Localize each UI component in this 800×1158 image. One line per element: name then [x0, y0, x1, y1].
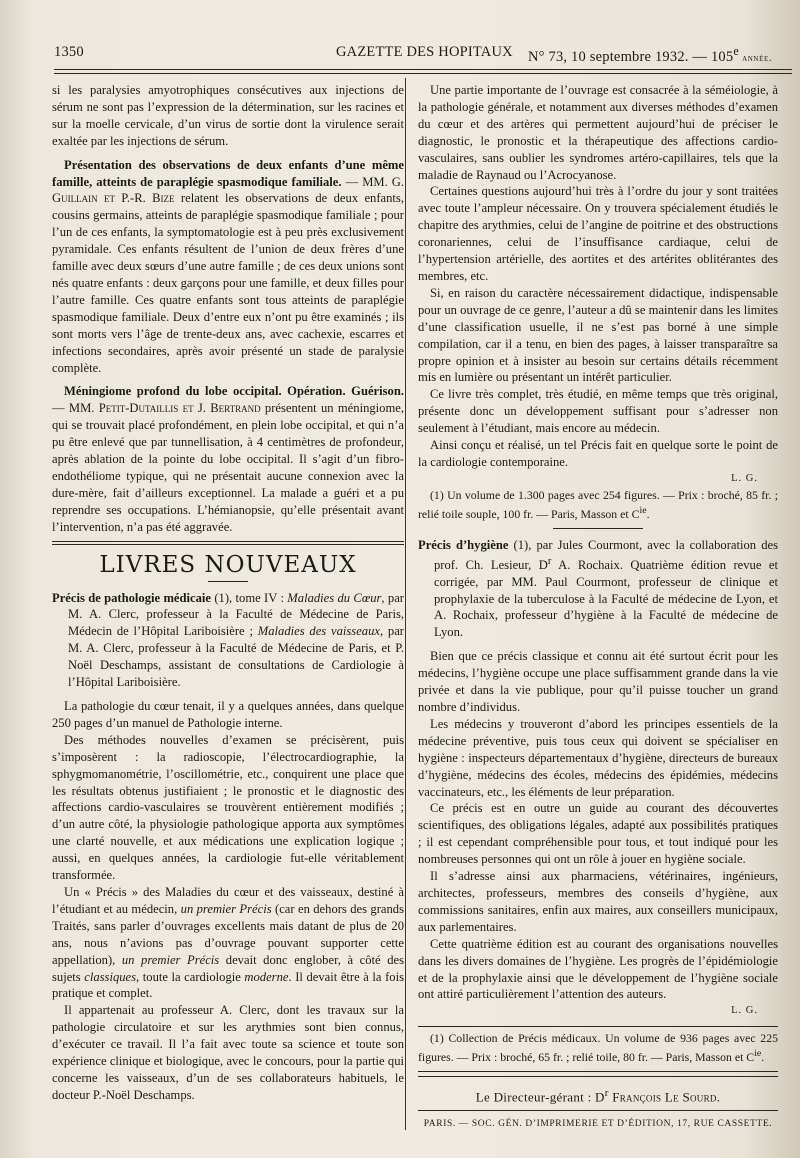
italic-run: moderne [244, 969, 289, 984]
footnote-end: . [761, 1050, 765, 1065]
footnote-end: . [646, 506, 650, 521]
paragraph [52, 884, 404, 1002]
paragraph: Les médecins y trouveront d’abord les principes essentiels de la médecine préventive, puis tous ceux qui doivent se spécialiser en hygiène : inspecteurs départementaux d’hygiène, directeurs de bureaux d’hygiène, médecins des écoles, médecins des épidémies, médecins vaccinateurs, etc., les éléments de leur préparation. [418, 716, 778, 799]
paragraph: Une partie importante de l’ouvrage est consacrée à la séméiologie, à la pathologie générale, et notamment aux diverses méthodes d’examen du cœur et des artères qui permettent aujourd’hui de préciser le diagnostic, le pronostic et la thérapeutique des affections cardio-vasculaires, sans oublier les syndromes artéro-capillaires, tels que la maladie de Raynaud ou l’Acrocyanose. [418, 83, 778, 182]
meningioma-authors: — MM. Petit-Dutaillis et J. Bertrand [52, 401, 261, 416]
book-intro: (1), par Jules Courmont, avec la collaboration des prof. Ch. Lesieur, D [434, 537, 778, 572]
footnote-text: (1) Un volume de 1.300 pages avec 254 figures. — Prix : broché, 85 fr. ; relié toile souple, 100 fr. — Paris, Masson et C [418, 487, 778, 521]
director-label: Le Directeur-gérant : D [475, 1089, 605, 1105]
book-entry [52, 590, 404, 691]
footnote [418, 1031, 778, 1065]
footnote [418, 488, 778, 522]
issue-sup: e [733, 44, 739, 58]
paragraph: Bien que ce précis classique et connu ait été surtout écrit pour les médecins, l’hygiène occupe une place suffisamment grande dans la vie privée et dans la vie publique, pour qu’il puisse toucher un grand nombre d’individus. [418, 649, 778, 715]
text-run: Un « Précis » des Maladies du cœur et des vaisseaux, destiné à l’étudiant et au médecin, [52, 884, 404, 916]
book-authors-2: , par M. A. Clerc, professeur à la Faculté de Médecine de Paris, et P. Noël Deschamps, assistant de consultations de Cardiologie à l’Hôpital Lariboisière. [68, 624, 404, 690]
journal-title: GAZETTE DES HOPITAUX [336, 44, 513, 60]
issue-text: N° 73, 10 septembre 1932. — 105 [528, 48, 734, 65]
director-rule-thick [418, 1076, 778, 1077]
book-subtitle-heart: Maladies du Cœur [287, 590, 382, 605]
italic-run: un premier Précis [121, 952, 220, 967]
footnote-text: (1) Collection de Précis médicaux. Un volume de 936 pages avec 225 figures. — Prix : broché, 65 fr. ; relié toile, 80 fr. — Paris, Masson et C [418, 1031, 778, 1065]
printer-rule [418, 1110, 778, 1111]
book-rest: A. Rochaix. Quatrième édition revue et corrigée, par MM. Paul Courmont, professeur de clinique et prophylaxie de la tuberculose à la Faculté de médecine de Lyon, et A. Rochaix, professeur d’hygiène à la Faculté de médecine de Lyon. [434, 557, 778, 640]
book-sup: r [547, 555, 552, 567]
book-note: (1), tome IV : [211, 590, 288, 605]
paragraph: Des méthodes nouvelles d’examen se précisèrent, puis s’imposèrent : la radioscopie, l’électrocardiographie, la sphygmomanométrie, l’oscillométrie, etc., conquirent une place que les résultats obtenus justifiaient ; le pronostic et le diagnostic des affections cardio-vasculaires se trouvèrent entièrement modifiés ; d’un autre côté, la physiologie pathologique apporta aux symptômes une clarté nouvelle, et aux médications une explication logique ; aussi, en quelques années, la cardiologie fut-elle véritablement transformée. [52, 732, 404, 883]
paragraph: si les paralysies amyotrophiques consécutives aux injections de sérum ne sont pas l’expression de la détermination, sur les racines et sur la moelle cervicale, d’un virus de sortie dont la virulence serait exaltée par les injections de sérum. [52, 83, 404, 148]
title-rule [208, 581, 248, 582]
italic-run: classiques [84, 969, 137, 984]
meningioma-title: Méningiome profond du lobe occipital. Opération. Guérison. [64, 384, 404, 399]
paragraph: Cette quatrième édition est au courant des organisations nouvelles dans les divers domaines de l’hygiène. Les progrès de l’épidémiologie et de la prophylaxie ainsi que le développement de l’hygiène sociale ont attiré particulièrement l’attention des auteurs. [418, 936, 778, 1002]
director-name: François Le Sourd. [608, 1089, 721, 1105]
printer-line: PARIS. — SOC. GÉN. D’IMPRIMERIE ET D’ÉDITION, 17, RUE CASSETTE. [423, 1119, 773, 1130]
italic-run: un premier Précis [180, 901, 272, 916]
meningioma-entry [52, 383, 404, 535]
observation-body: relatent les observations de deux enfants, cousins germains, atteints de paraplégie spasmodique familiale ; pour l’un de ces enfants, la symptomatologie est à peu près exclusivement pyramidale. Ces enfants résultent de l’union de deux frères d’une famille avec deux sœurs d’une autre famille ; de ces deux unions sont nés quatre enfants : deux garçons pour une famille, et deux filles pour l’autre famille. Ces quatre enfants sont tous atteints de paraplégie spasmodique familiale. Deux d’entre eux n’ont pu être examinés ; ils sont morts vers l’âge de trente-deux ans, avec cachexie, escarres et infections secondaires, après avoir présenté un stade de paralysie complète. [52, 191, 404, 375]
observation-authors: — MM. G. Guillain et P.-R. Bize [52, 174, 405, 206]
book-authors-1: , par M. A. Clerc, professeur à la Faculté de Médecine de Paris, Médecin de l’Hôpital Lariboisière ; [68, 590, 404, 639]
director-sup: r [604, 1087, 609, 1100]
observation-title: Présentation des observations de deux enfants d’une même famille, atteints de paraplégie spasmodique familiale. [52, 157, 404, 189]
paragraph: Il s’adresse ainsi aux pharmaciens, vétérinaires, ingénieurs, architectes, professeurs, membres des conseils d’hygiène, aux commissions sanitaires, enfin aux maires, aux conseillers municipaux, aux parlementaires. [418, 869, 778, 934]
text-run: devait donc englober, à côté des sujets [52, 952, 405, 984]
paragraph: Ainsi conçu et réalisé, un tel Précis fait en quelque sorte le point de la cardiologie contemporaine. [418, 438, 778, 469]
header-rule-thin [54, 73, 792, 74]
text-run: (car en dehors des grands Traités, sans parler d’ouvrages excellents mais datant de plus de 20 ans, nous n’avions pas d’ouvrage pouvant supporter cette appellation), [52, 901, 404, 967]
paragraph: Il appartenait au professeur A. Clerc, dont les travaux sur la pathologie circulatoire et sur les arythmies sont bien connus, d’exécuter ce travail. Il l’a fait avec toute sa science et toute son expérience clinique et biologique, avec le concours, pour la partie qui concerne les vaisseaux, d’un de ses collaborateurs habituels, le docteur P.-Noël Deschamps. [52, 1003, 404, 1102]
paragraph: Ce précis est en outre un guide au courant des découvertes scientifiques, des obligations légales, adapté aux possibilités pratiques ; il est cependant compréhensible pour tous, et tout indiqué pour les nombreuses personnes qui ont un rôle à jouer en hygiène sociale. [418, 801, 778, 867]
text-run: , toute la cardiologie [136, 969, 245, 984]
column-divider [405, 78, 406, 1130]
meningioma-body: présentent un méningiome, qui se trouvait placé profondément, en plein lobe occipital, et qui n’a pu être enlevé que par tunnellisation, à 4 centimètres de profondeur, après ablation de la pointe du lobe occipital. Il s’agit d’un fibro-endothéliome typique, qui ne présentait aucune connexion avec la dure-mère, fait d’ailleurs exceptionnel. La malade a guéri et a pu reprendre ses occupations. L’hémianopsie, qu’elle présentait avant l’intervention, n’a pas été aggravée. [52, 401, 404, 534]
observation-entry [52, 157, 404, 377]
signature: L. G. [731, 1005, 758, 1017]
paragraph: Ce livre très complet, très étudié, en même temps que très original, présente donc un développement suffisant pour s’adresser non seulement à l’étudiant, mais encore au médecin. [418, 387, 778, 436]
short-rule [553, 528, 643, 529]
book-title: Précis d’hygiène [418, 537, 509, 552]
section-title: LIVRES NOUVEAUX [99, 551, 357, 578]
footnote-sup: ie [639, 504, 647, 516]
paragraph: La pathologie du cœur tenait, il y a quelques années, dans quelque 250 pages d’un manuel de Pathologie interne. [52, 699, 404, 730]
footnote-rule [418, 1026, 778, 1027]
paragraph: Si, en raison du caractère nécessairement didactique, indispensable pour un ouvrage de ce genre, l’auteur a dû se maintenir dans les limites d’une classification usuelle, il ne s’est pas borné à une simple compilation, car il a tenu, en bien des pages, à laisser transparaître sa propre opinion et à insister au besoin sur certains détails récemment mis en lumière ou présentant un intérêt particulier. [418, 285, 778, 385]
section-rule [52, 541, 404, 542]
header-rule [54, 69, 792, 70]
book-subtitle-vessels: Maladies des vaisseaux [257, 624, 380, 639]
book-title: Précis de pathologie médicaie [52, 590, 212, 605]
director-line [418, 1085, 778, 1106]
section-rule-thin [52, 544, 404, 545]
signature: L. G. [731, 472, 758, 484]
text-run: . Il devait être à la fois pratique et complet. [52, 969, 404, 1001]
issue-suffix: année. [738, 52, 773, 64]
left-column [52, 82, 404, 1104]
book-entry [418, 537, 778, 642]
right-column [418, 82, 778, 1133]
page-number: 1350 [54, 44, 84, 60]
director-rule [418, 1071, 778, 1072]
issue-info [528, 44, 772, 66]
paragraph: Certaines questions aujourd’hui très à l’ordre du jour y sont traitées avec toute l’ampleur nécessaire. On y trouvera spécialement étudiés le chapitre des arythmies, celui de l’angine de poitrine et des obstructions coronariennes, celui de l’insuffisance cardiaque, celui de l’hypertension artérielle, des aortites et des artérites oblitérantes des membres, etc. [418, 184, 778, 283]
footnote-sup: ie [754, 1048, 762, 1060]
page-header [54, 44, 784, 66]
